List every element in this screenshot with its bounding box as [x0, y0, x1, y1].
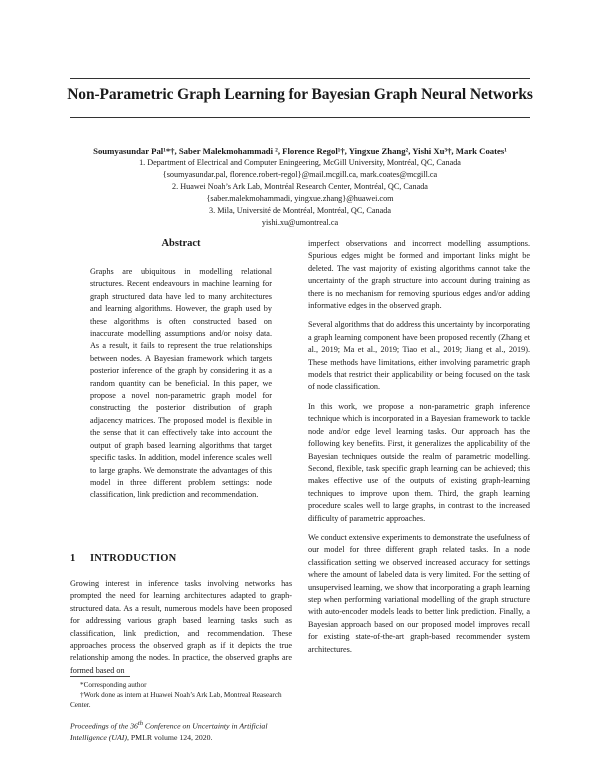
section-heading-introduction [70, 553, 176, 564]
affiliation-1: 1. Department of Electrical and Computer Eningeering, McGill University, Montréal, QC, Canada [139, 158, 461, 167]
right-paragraph-1: imperfect observations and incorrect modelling assumptions. Spurious edges might be formed and important links might be deleted. The vast majority of existing algorithms cannot take the uncertainty of the graph structure into account during training as there is no mechanism for removing spurious edges and/or adding informative edges in the observed graph. [308, 239, 530, 311]
right-paragraph-2: Several algorithms that do address this uncertainty by incorporating a graph learning component have been proposed recently (Zhang et al., 2019; Ma et al., 2019; Tiao et al., 2019; Jiang et al., 2019). These methods have limitations, either involving parametric graph models that restrict their applicability or being focused on the task of node classification. [308, 320, 530, 392]
section-number: 1 [70, 553, 76, 564]
paper-title: Non-Parametric Graph Learning for Bayesian Graph Neural Networks [67, 86, 533, 103]
right-column [308, 238, 530, 656]
affiliation-2-emails: {saber.malekmohammadi, yingxue.zhang}@huawei.com [206, 194, 394, 203]
proceedings-prefix: Proceedings of the 36 [70, 721, 138, 731]
title-bottom-rule [70, 117, 530, 118]
abstract-heading: Abstract [161, 238, 201, 249]
right-paragraph-4: We conduct extensive experiments to demonstrate the usefulness of our model for three different graph related tasks. In a node classification setting we observed increased accuracy for settings where the amount of labeled data is very limited. For the setting of unsupervised learning, we show that incorporating a graph learning step when performing variational modelling of the graph structure with auto-encoder models leads to better link prediction. Finally, a Bayesian approach based on our proposed model improves recall for existing state-of-the-art graph-based recommender system architectures. [308, 532, 530, 654]
abstract-body [90, 266, 272, 502]
affiliation-1-emails: {soumyasundar.pal, florence.robert-regol}@mail.mcgill.ca, mark.coates@mcgill.ca [162, 170, 438, 179]
affiliation-2: 2. Huawei Noah’s Ark Lab, Montréal Research Center, Montréal, QC, Canada [172, 182, 428, 191]
right-paragraph-3: In this work, we propose a non-parametric graph inference technique which is incorporated in a Bayesian framework to tackle node and/or edge level learning tasks. Our approach has the following key benefits. First, it generalizes the applicability of the Bayesian techniques outside the realm of parametric modelling. Second, flexible, task specific graph learning can be achieved; this makes effective use of the outputs of existing graph-learning techniques to improve upon them. Third, the graph learning procedure scales well to large graphs, in contrast to the increased difficulty of parametric approaches. [308, 401, 530, 523]
author-list: Soumyasundar Pal¹*†, Saber Malekmohammadi ², Florence Regol¹†, Yingxue Zhang², Yishi Xu³†, Mark Coates¹ [93, 146, 507, 156]
affiliation-3-email: yishi.xu@umontreal.ca [261, 218, 339, 227]
proceedings-middle: Conference on Uncertainty in Artificial Intelligence (UAI) [70, 721, 268, 742]
intro-paragraph: Growing interest in inference tasks involving networks has prompted the need for learning architectures adapted to graph-structured data. As a result, numerous models have been proposed for addressing various graph based learning tasks such as classification, link prediction, and recommendation. These approaches process the observed graph as if it depicts the true relationship among the nodes. In practice, the observed graphs are formed based on [70, 579, 292, 675]
abstract-paragraph: Graphs are ubiquitous in modelling relational structures. Recent endeavours in machine learning for graph structured data have led to many architectures and learning algorithms. However, the graph used by these algorithms is often constructed based on inaccurate modelling assumptions and/or noisy data. As a result, it fails to represent the true relationships between nodes. A Bayesian framework which targets posterior inference of the graph by considering it as a random quantity can be beneficial. In this paper, we propose a novel non-parametric graph model for constructing the posterior distribution of graph adjacency matrices. The proposed model is flexible in the sense that it can effectively take into account the output of graph based learning algorithms that target specific tasks. In addition, model inference scales well to large graphs. We demonstrate the advantages of this model in three different problem settings: node classification, link prediction and recommendation. [90, 267, 272, 500]
footnote-corresponding: *Corresponding author [80, 681, 147, 689]
footnote-rule [70, 676, 130, 677]
proceedings-sup: th [137, 720, 143, 727]
intro-body [70, 578, 292, 677]
proceedings-suffix: , PMLR volume 124, 2020. [126, 732, 213, 742]
footnote-intern: †Work done as intern at Huawei Noah’s Ark Lab, Montreal Reasearch Center. [70, 691, 282, 709]
footnotes [70, 680, 292, 710]
affiliation-3: 3. Mila, Université de Montréal, Montréal, QC, Canada [209, 206, 391, 215]
title-top-rule [70, 78, 530, 79]
proceedings-note [70, 718, 292, 743]
section-title-text: INTRODUCTION [90, 553, 177, 564]
